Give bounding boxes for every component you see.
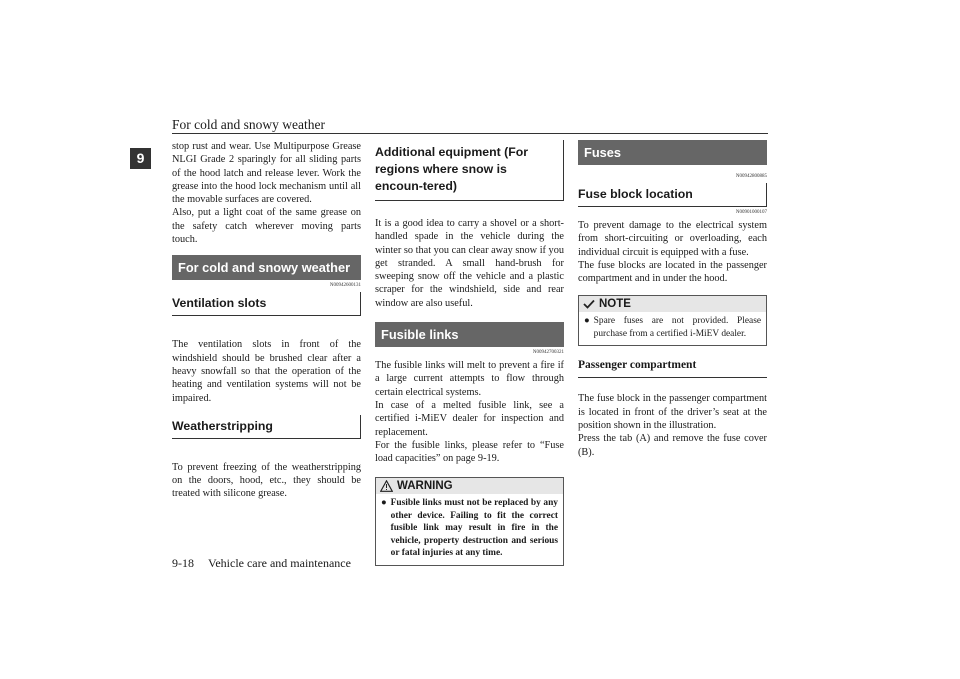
block-code: N00901000107 [735,210,767,215]
subheading-weatherstripping: Weatherstripping [172,415,361,439]
passenger-paragraph-1: The fuse block in the passenger compartment is located in front of the driver’s seat at the position shown in the illustration. [578,393,767,432]
warning-header [376,478,563,494]
passenger-paragraph-2: Press the tab (A) and remove the fuse cover (B). [578,433,767,458]
intro-paragraph-2: Also, put a light coat of the same grease on the safety catch wherever moving parts touch. [172,207,361,246]
section-heading-cold-weather: For cold and snowy weather [172,255,361,280]
fusible-code: N00942700321 [532,350,564,356]
chapter-tab: 9 [130,148,151,169]
bullet-icon: ● [381,498,387,509]
warning-item [381,497,558,560]
footer-section-title: Vehicle care and maintenance [208,556,351,570]
note-box [578,295,767,346]
note-label: NOTE [599,298,631,311]
subheading-passenger-compartment: Passenger compartment [578,356,767,378]
header-rule [172,133,768,134]
section-code: N00942600131 [329,283,361,289]
fusible-paragraph-2: In case of a melted fusible link, see a certified i-MiEV dealer for inspection and replacement. [375,399,564,438]
bullet-icon: ● [584,316,590,327]
fusible-paragraph-3: For the fusible links, please refer to “Fuse load capacities” on page 9-19. [375,439,564,465]
weatherstripping-paragraph: To prevent freezing of the weatherstripping on the doors, hood, etc., they should be treated with silicone grease. [172,461,361,500]
page-header-title: For cold and snowy weather [172,117,325,132]
warning-triangle-icon [380,480,393,492]
warning-box [375,477,564,566]
ventilation-paragraph: The ventilation slots in front of the windshield should be brushed clear after a heavy snowfall so that the operation of the heating and ventilation systems will not be impaired. [172,339,361,404]
section-heading-fuses: Fuses [578,140,767,165]
page-number: 9-18 [172,556,194,570]
block-paragraph-2: The fuse blocks are located in the passenger compartment and in under the hood. [578,259,767,285]
note-header [579,296,766,312]
equipment-paragraph: It is a good idea to carry a shovel or a short-handled spade in the vehicle during the winter so that you can clear away snow if you get stranded. A small hand-brush for sweeping snow off the vehicle and a plastic scraper for the windshield, side and rear window are also useful. [375,218,565,309]
fuses-code: N00942800885 [735,174,767,179]
warning-text: Fusible links must not be replaced by any other device. Failing to fit the correct fusible link may result in fire in the vehicle, property destruction and serious or fatal injuries at any time. [390,498,558,559]
subheading-additional-equipment: Additional equipment (For regions where snow is encoun-tered) [375,140,564,201]
section-heading-fusible-links: Fusible links [375,322,564,347]
page-footer [172,556,365,571]
subheading-ventilation-slots: Ventilation slots [172,292,361,316]
note-item [584,315,761,340]
column-3 [578,140,767,459]
column-2 [375,140,564,566]
warning-label: WARNING [397,480,453,493]
subheading-fuse-block-location: Fuse block location [578,183,767,207]
fusible-paragraph-1: The fusible links will melt to prevent a fire if a large current attempts to flow through certain electrical systems. [375,360,564,398]
block-paragraph-1: To prevent damage to the electrical system from short-circuiting or overloading, each individual circuit is equipped with a fuse. [578,220,767,258]
column-1 [172,140,361,501]
checkmark-icon [583,299,595,309]
note-text: Spare fuses are not provided. Please purchase from a certified i-MiEV dealer. [593,316,761,339]
intro-paragraph: stop rust and wear. Use Multipurpose Grease NLGI Grade 2 sparingly for all sliding parts of the hood latch and release lever. Work the grease into the hood lock mechanism until all the movable surfaces are covered. [172,141,361,206]
